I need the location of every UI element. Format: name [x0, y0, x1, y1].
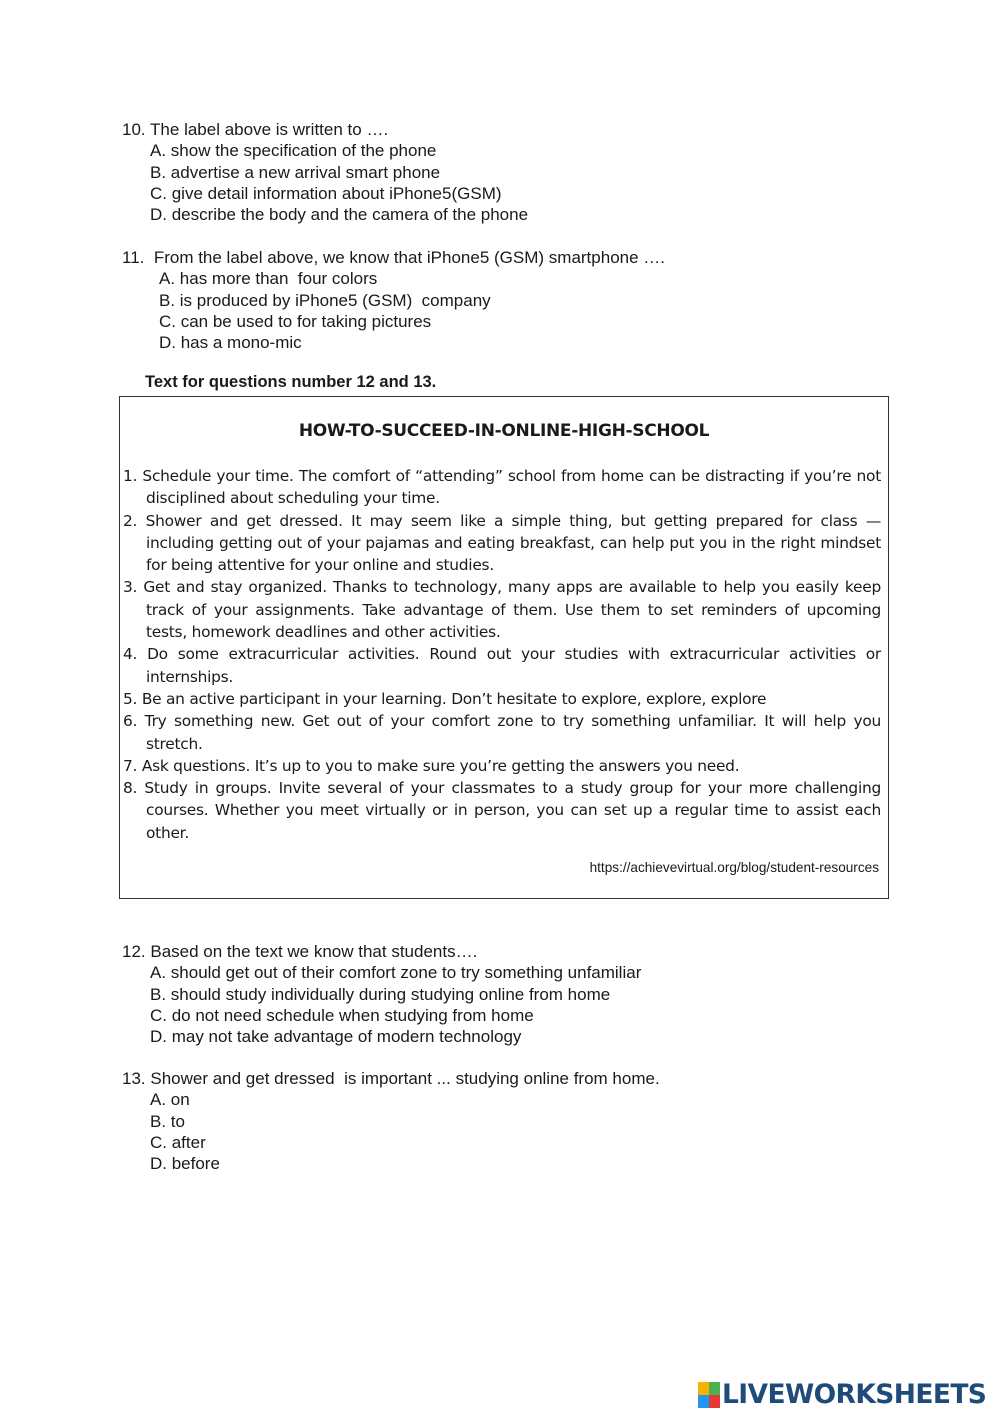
- reading-title: HOW-TO-SUCCEED-IN-ONLINE-HIGH-SCHOOL: [298, 421, 710, 441]
- question-11-option-c[interactable]: C. can be used to for taking pictures: [159, 311, 432, 331]
- logo-mark-icon: [698, 1382, 720, 1408]
- question-13-option-d[interactable]: D. before: [150, 1154, 220, 1174]
- tip-item: 4. Do some extracurricular activities. Round out your studies with extracurricular activities or internships.: [123, 645, 881, 686]
- logo-square-2: [709, 1382, 720, 1395]
- tips-list: [123, 465, 881, 844]
- question-10-option-c[interactable]: C. give detail information about iPhone5(GSM): [150, 183, 502, 203]
- tip-item: 3. Get and stay organized. Thanks to technology, many apps are available to help you easily keep track of your assignments. Take advantage of them. Use them to set reminders of upcoming tests, homework deadlines and other activities.: [123, 578, 881, 642]
- question-11: [122, 247, 665, 353]
- tip-item: 7. Ask questions. It’s up to you to make sure you’re getting the answers you need.: [123, 756, 740, 775]
- question-12-stem: 12. Based on the text we know that students….: [122, 942, 478, 961]
- reading-text-box: [119, 396, 889, 899]
- logo-square-1: [698, 1382, 709, 1395]
- question-13-options: [122, 1089, 660, 1174]
- question-11-option-a[interactable]: A. has more than four colors: [159, 269, 378, 289]
- question-12-options: [122, 962, 641, 1047]
- question-13-option-c[interactable]: C. after: [150, 1132, 206, 1152]
- logo-square-3: [698, 1395, 709, 1408]
- logo-square-4: [709, 1395, 720, 1408]
- question-13-stem: 13. Shower and get dressed is important ... studying online from home.: [122, 1069, 660, 1088]
- question-11-option-b[interactable]: B. is produced by iPhone5 (GSM) company: [159, 290, 491, 310]
- question-13: [122, 1068, 660, 1174]
- tip-item: 8. Study in groups. Invite several of your classmates to a study group for your more challenging courses. Whether you meet virtually or in person, you can set up a regular time to assist each other.: [123, 779, 881, 842]
- question-11-stem: 11. From the label above, we know that iPhone5 (GSM) smartphone ….: [122, 248, 666, 267]
- logo-text: LIVEWORKSHEETS: [722, 1379, 987, 1410]
- question-13-option-b[interactable]: B. to: [150, 1111, 185, 1131]
- question-10-option-a[interactable]: A. show the specification of the phone: [150, 141, 437, 161]
- question-11-options: [122, 268, 665, 353]
- tip-item: 2. Shower and get dressed. It may seem like a simple thing, but getting prepared for class — including getting out of your pajamas and eating breakfast, can help put you in the right mindset for being attentive for your online and studies.: [123, 511, 881, 575]
- liveworksheets-logo: [698, 1379, 986, 1410]
- question-12-option-a[interactable]: A. should get out of their comfort zone to try something unfamiliar: [150, 963, 642, 983]
- question-11-option-d[interactable]: D. has a mono-mic: [159, 333, 302, 353]
- question-10-option-d[interactable]: D. describe the body and the camera of the phone: [150, 205, 529, 225]
- reading-text-heading: Text for questions number 12 and 13.: [145, 373, 437, 391]
- question-10: [122, 119, 528, 225]
- tip-item: 5. Be an active participant in your learning. Don’t hesitate to explore, explore, explore: [123, 689, 767, 708]
- question-10-options: [122, 140, 528, 225]
- question-10-stem: 10. The label above is written to ….: [122, 120, 389, 139]
- question-12-option-c[interactable]: C. do not need schedule when studying from home: [150, 1005, 534, 1025]
- tip-item: 1. Schedule your time. The comfort of “attending” school from home can be distracting if you’re not disciplined about scheduling your time.: [123, 467, 881, 508]
- question-10-option-b[interactable]: B. advertise a new arrival smart phone: [150, 162, 441, 182]
- question-12: [122, 941, 641, 1047]
- question-12-option-b[interactable]: B. should study individually during studying online from home: [150, 984, 611, 1004]
- tip-item: 6. Try something new. Get out of your comfort zone to try something unfamiliar. It will help you stretch.: [123, 712, 881, 753]
- question-12-option-d[interactable]: D. may not take advantage of modern technology: [150, 1027, 522, 1047]
- question-13-option-a[interactable]: A. on: [150, 1090, 190, 1110]
- source-citation: https://achievevirtual.org/blog/student-resources: [589, 860, 879, 875]
